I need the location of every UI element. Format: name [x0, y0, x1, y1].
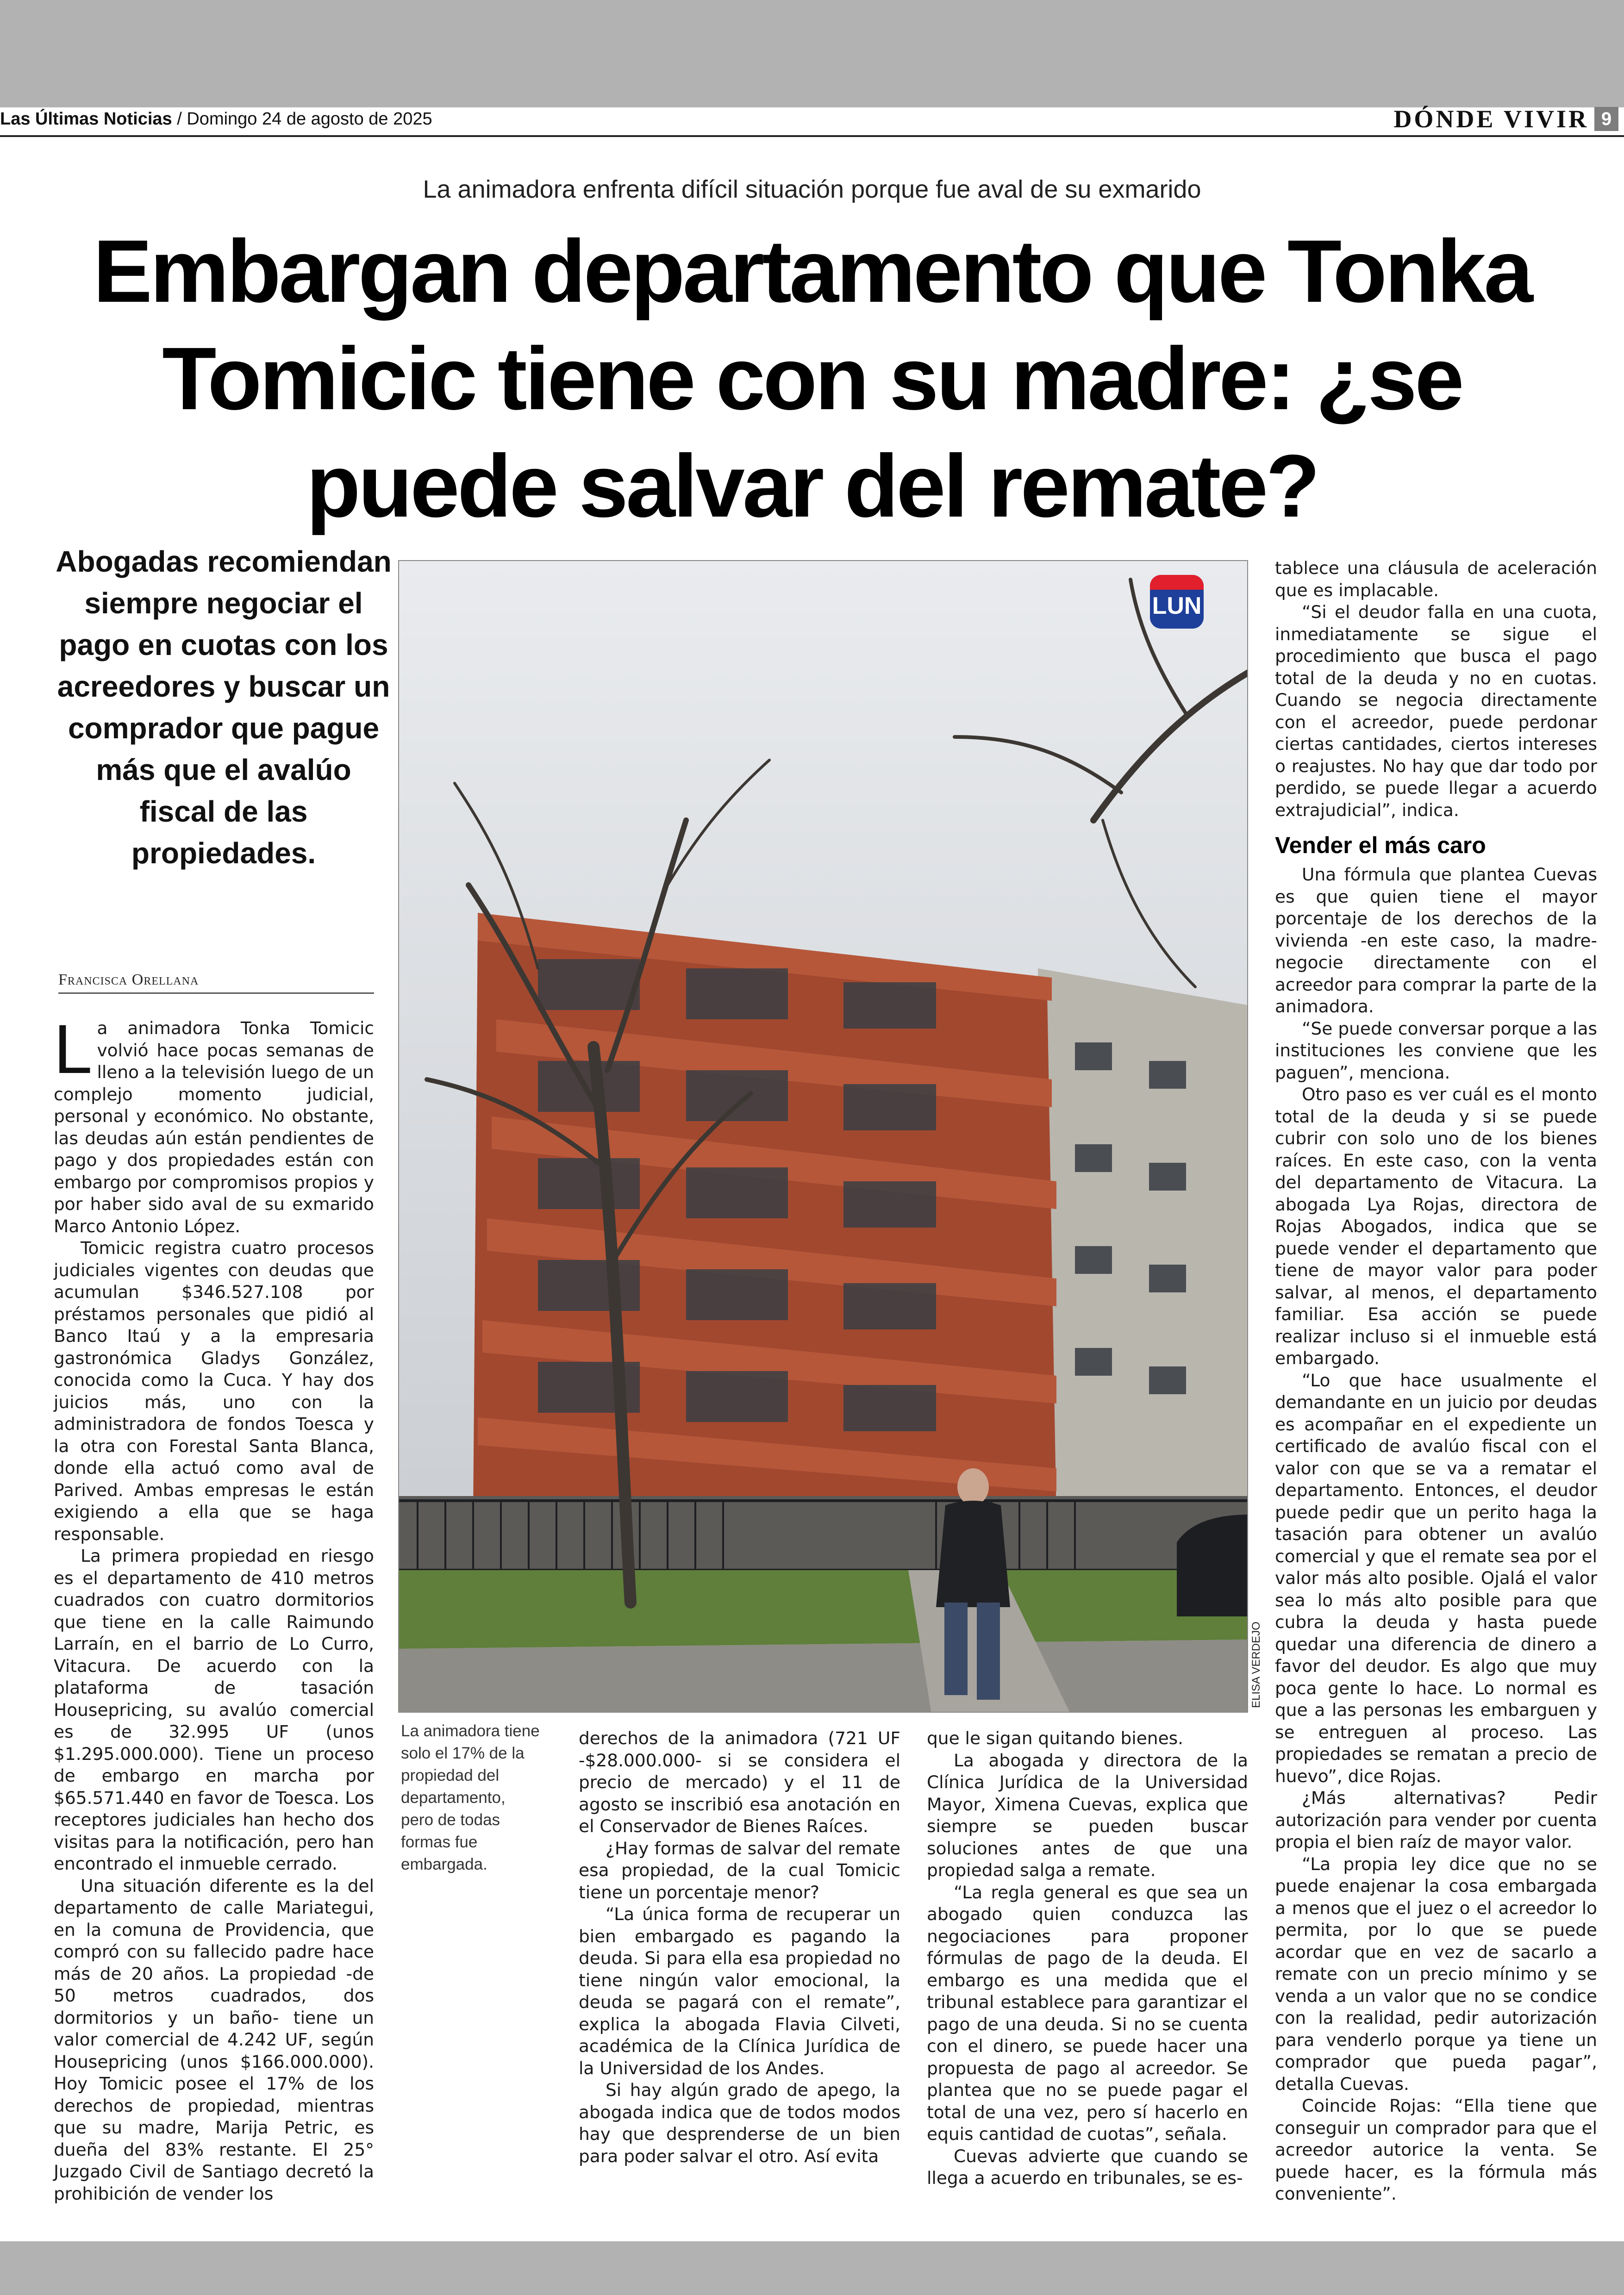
paragraph: “La única forma de recuperar un bien embargado es pagando la deuda. Si para ella esa propiedad no tiene ningún valor emocional, la deuda se pagará con el remate”, explica la abogada Flavia Cilveti, académica de la Clínica Jurídica de la Universidad de los Andes.	[579, 1904, 900, 2078]
paragraph: Si hay algún grado de apego, la abogada indica que de todos modos hay que desprenderse de un bien para poder salvar el otro. Así evita	[579, 2080, 900, 2166]
paragraph: Una situación diferente es la del departamento de calle Mariategui, en la comuna de Providencia, que compró con su fallecido padre hace más de 20 años. La propiedad -de 50 metros cuadrados, dos dormitorios y un baño- tiene un valor comercial de 4.242 UF, según Housepricing (unos $166.000.000). Hoy Tomicic posee el 17% de los derechos de propiedad, mientras que su madre, Marija Petric, es dueña del 83% restante. El 25° Juzgado Civil de Santiago decretó la prohibición de vender los	[54, 1875, 374, 2204]
paragraph: que le sigan quitando bienes.	[927, 1728, 1184, 1748]
paragraph: ¿Hay formas de salvar del remate esa propiedad, de la cual Tomicic tiene un porcentaje menor?	[579, 1838, 900, 1902]
paragraph: “Se puede conversar porque a las instituciones les conviene que les paguen”, menciona.	[1275, 1018, 1597, 1083]
lun-logo	[1150, 575, 1204, 629]
paragraph: Tomicic registra cuatro procesos judiciales vigentes con deudas que acumulan $346.527.108 por préstamos personales que pidió al Banco Itaú y a la empresaria gastronómica Gladys González, conocida como la Cuca. Y hay dos juicios más, uno con la administradora de fondos Toesca y la otra con Forestal Santa Blanca, donde ella actuó como aval de Parived. Ambas empresas le están exigiendo a ella que se haga responsable.	[54, 1238, 374, 1544]
paragraph-text: a animadora Tonka Tomicic volvió hace pocas semanas de lleno a la televisión luego de un complejo momento judicial, personal y económico. No obstante, las deudas aún están pendientes de pago y dos propiedades están con embargo por compromisos propios y por haber sido aval de su exmarido Marco Antonio López.	[54, 1018, 374, 1236]
lun-logo-red-band	[1150, 575, 1204, 590]
paragraph: Cuevas advierte que cuando se llega a acuerdo en tribunales, se es-	[927, 2145, 1248, 2188]
paragraph: La abogada y directora de la Clínica Jurídica de la Universidad Mayor, Ximena Cuevas, explica que siempre se pueden buscar soluciones antes de que una propiedad salga a remate.	[927, 1750, 1248, 1880]
publication-name: Las Últimas Noticias	[0, 109, 172, 129]
article-column-1	[54, 1010, 374, 2205]
byline: Francisca Orellana	[58, 971, 374, 994]
deck: Abogadas recomiendan siempre negociar el pago en cuotas con los acreedores y buscar un comprador que pague más que el avalúo fiscal de las propiedades.	[56, 545, 392, 870]
section-header	[1393, 105, 1618, 133]
paragraph: Otro paso es ver cuál es el monto total de la deuda y si se puede cubrir con solo uno de los bienes raíces. En este caso, con la venta del departamento de Vitacura. La abogada Lya Rojas, directora de Rojas Abogados, indica que se puede vender el departamento que tiene de mayor valor para poder salvar, al menos, el departamento familiar. Esa acción se puede realizar incluso si el inmueble está embargado.	[1275, 1084, 1597, 1368]
lun-logo-text: LUN	[1152, 592, 1202, 619]
paragraph: “La regla general es que sea un abogado quien conduzca las negociaciones para proponer fórmulas de pago de la deuda. El embargo es una medida que el tribunal establece para garantizar el pago de una deuda. Si no se cuenta con el dinero, se puede hacer una propuesta de pago al acreedor. Se plantea que no se puede pagar el total de una vez, pero sí hacerlo en equis cantidad de cuotas”, señala.	[927, 1882, 1248, 2144]
publication-date: / Domingo 24 de agosto de 2025	[177, 109, 432, 129]
paragraph: La primera propiedad en riesgo es el departamento de 410 metros cuadrados con cuatro dormitorios que tiene en la calle Raimundo Larraín, en el barrio de Lo Curro, Vitacura. De acuerdo con la plataforma de tasación Housepricing, su avalúo comercial es de 32.995 UF (unos $1.295.000.000). Tiene un proceso de embargo en marcha por $65.571.440 en favor de Toesca. Los receptores judiciales han hecho dos visitas para la notificación, pero han encontrado el inmueble cerrado.	[54, 1546, 374, 1874]
article-column-3	[579, 1727, 900, 2167]
drop-cap: L	[54, 1010, 93, 1088]
article-column-5	[1275, 557, 1597, 2205]
paragraph: “La propia ley dice que no se puede enajenar la cosa embargada a menos que el juez o el acreedor lo permita, por lo que se puede acordar que en vez de sacarlo a remate con un precio mínimo y se venda a un valor que no se condice con la realidad, pedir autorización para venderlo porque ya tiene un comprador que pueda pagar”, detalla Cuevas.	[1275, 1853, 1597, 2094]
paragraph: “Lo que hace usualmente el demandante en un juicio por deudas es acompañar en el expediente un certificado de avalúo fiscal con el valor con que se va a rematar el departamento. Entonces, el deudor puede pedir que un perito haga la tasación para obtener un avalúo comercial y que el remate sea por el valor más alto posible. Ojalá el valor sea lo más alto posible para que cubra la deuda y hasta puede quedar una diferencia de dinero a favor del deudor. Es algo que muy poca gente lo hace. Lo normal es que a las personas les embarguen y se entreguen al proceso. Las propiedades se rematan a precio de huevo”, dice Rojas.	[1275, 1370, 1597, 1786]
section-name: DÓNDE VIVIR	[1393, 105, 1589, 133]
masthead-line	[0, 109, 432, 129]
headline: Embargan departamento que Tonka Tomicic tiene con su madre: ¿se puede salvar del remate?	[93, 221, 1531, 536]
photo-caption: La animadora tiene solo el 17% de la propiedad del departamento, pero de todas formas fue embargada.	[401, 1722, 540, 1873]
paragraph: Una fórmula que plantea Cuevas es que quien tiene el mayor porcentaje de los derechos de la vivienda -en este caso, la madre- negocie directamente con el acreedor para comprar la parte de la animadora.	[1275, 864, 1597, 1017]
building-photo	[398, 560, 1248, 1713]
header-rule	[0, 135, 1624, 137]
paragraph: “Si el deudor falla en una cuota, inmediatamente se sigue el procedimiento que busca el pago total de la deuda y no en cuotas. Cuando se negocia directamente con el acreedor, puede perdonar ciertas cantidades, ciertos intereses o reajustes. No hay que dar todo por perdido, se puede llegar a acuerdo extrajudicial”, indica.	[1275, 602, 1597, 820]
page-number: 9	[1594, 107, 1618, 131]
paragraph: ¿Más alternativas? Pedir autorización para vender por cuenta propia el bien raíz de mayor valor.	[1275, 1788, 1597, 1852]
paragraph: tablece una cláusula de aceleración que es implacable.	[1275, 558, 1597, 600]
subheading: Vender el más caro	[1275, 832, 1486, 858]
paragraph	[54, 1010, 374, 1237]
paragraph: Coincide Rojas: “Ella tiene que conseguir un comprador para que el acreedor autorice la venta. Se puede hacer, es la fórmula más conveniente”.	[1275, 2095, 1597, 2204]
paragraph: derechos de la animadora (721 UF -$28.000.000- si se considera el precio de mercado) y el 11 de agosto se inscribió esa anotación en el Conservador de Bienes Raíces.	[579, 1728, 900, 1836]
photo-credit: ELISA VERDEJO	[1250, 1621, 1262, 1708]
kicker: La animadora enfrenta difícil situación porque fue aval de su exmarido	[423, 175, 1201, 203]
photo-illustration	[399, 561, 1248, 1713]
article-column-4	[927, 1727, 1248, 2189]
